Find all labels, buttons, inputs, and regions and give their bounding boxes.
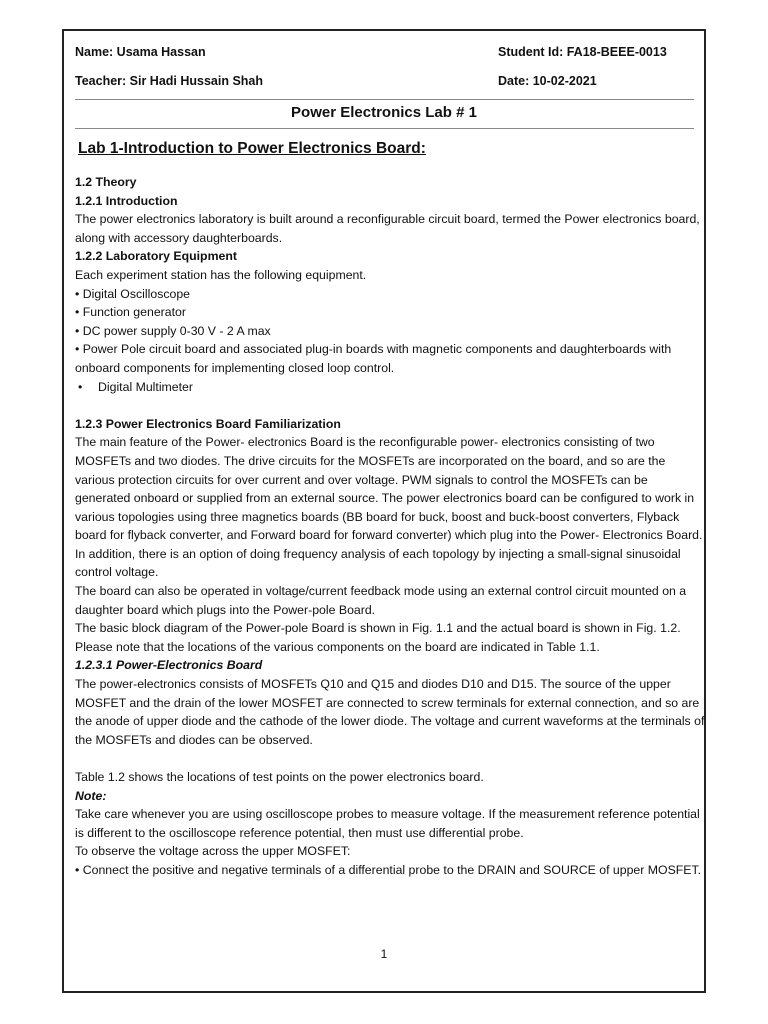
lab-title: Power Electronics Lab # 1	[291, 104, 477, 121]
introduction-subheading: 1.2.1 Introduction	[75, 193, 178, 208]
bullet-icon: •	[78, 379, 83, 394]
theory-heading: 1.2 Theory	[75, 175, 137, 189]
note-label: Note:	[75, 788, 107, 803]
familiarization-paragraph-3: The basic block diagram of the Power-pole Board is shown in Fig. 1.1 and the actual board is shown in Fig. 1.2. Please note that the locations of the various components on the board are indicated in Table 1.1.	[75, 621, 681, 654]
student-id: Student Id: FA18-BEEE-0013	[498, 45, 667, 59]
intro-heading: Lab 1-Introduction to Power Electronics Board:	[78, 140, 426, 157]
equipment-item-label: Digital Multimeter	[98, 379, 193, 394]
familiarization-heading: 1.2.3 Power Electronics Board Familiarization	[75, 416, 341, 431]
connect-instruction: • Connect the positive and negative terminals of a differential probe to the DRAIN and SOURCE of upper MOSFET.	[75, 862, 702, 877]
note-text: Take care whenever you are using oscilloscope probes to measure voltage. If the measurement reference potential is different to the oscilloscope reference potential, then must use differential probe.	[75, 807, 700, 840]
equipment-heading: 1.2.2 Laboratory Equipment	[75, 249, 237, 264]
header-rule-bottom	[75, 128, 694, 129]
familiarization-paragraph-1: The main feature of the Power- electronics Board is the reconfigurable power- electronics consisting of two MOSFETs and two diodes. The drive circuits for the MOSFETs are incorporated on the board, and so are the various protection circuits for over current and over voltage. PWM signals to control the MOSFETs can be generated onboard or supplied from an external source. The power electronics board can be configured to work in various topologies using three magnetics boards (BB board for buck, boost and buck-boost converters, Flyback board for flyback converter, and Forward board for forward converter) which plug into the Power- Electronics Board. In addition, there is an option of doing frequency analysis of each topology by injecting a small-signal sinusoidal control voltage.	[75, 435, 703, 580]
table-reference-text: Table 1.2 shows the locations of test points on the power electronics board.	[75, 770, 484, 784]
familiarization-paragraph-2: The board can also be operated in voltage/current feedback mode using an external control circuit mounted on a daughter board which plugs into the Power-pole Board.	[75, 584, 687, 617]
teacher-name: Teacher: Sir Hadi Hussain Shah	[75, 74, 264, 88]
lab-date: Date: 10-02-2021	[498, 74, 597, 88]
equipment-item: • Function generator	[75, 305, 186, 320]
student-name: Name: Usama Hassan	[75, 45, 206, 59]
board-text: The power-electronics consists of MOSFETs Q10 and Q15 and diodes D10 and D15. The source of the upper MOSFET and the drain of the lower MOSFET are connected to screw terminals for external connection, and so are the anode of upper diode and the cathode of the lower diode. The voltage and current waveforms at the terminals of the MOSFETs and diodes can be observed.	[75, 677, 705, 747]
equipment-item: • Power Pole circuit board and associated plug-in boards with magnetic components and daughterboards with onboard components for implementing closed loop control.	[75, 342, 672, 375]
introduction-text: The power electronics laboratory is built around a reconfigurable circuit board, termed the Power electronics board, along with accessory daughterboards.	[75, 212, 700, 245]
observe-text: To observe the voltage across the upper MOSFET:	[75, 844, 351, 859]
document-body	[75, 173, 705, 880]
equipment-lead: Each experiment station has the following equipment.	[75, 267, 367, 282]
page-number: 1	[380, 947, 388, 961]
header-rule-top	[75, 99, 694, 100]
equipment-item	[75, 378, 705, 397]
board-subheading: 1.2.3.1 Power-Electronics Board	[75, 658, 263, 673]
equipment-item: • Digital Oscilloscope	[75, 286, 191, 301]
equipment-item: • DC power supply 0-30 V - 2 A max	[75, 323, 271, 338]
